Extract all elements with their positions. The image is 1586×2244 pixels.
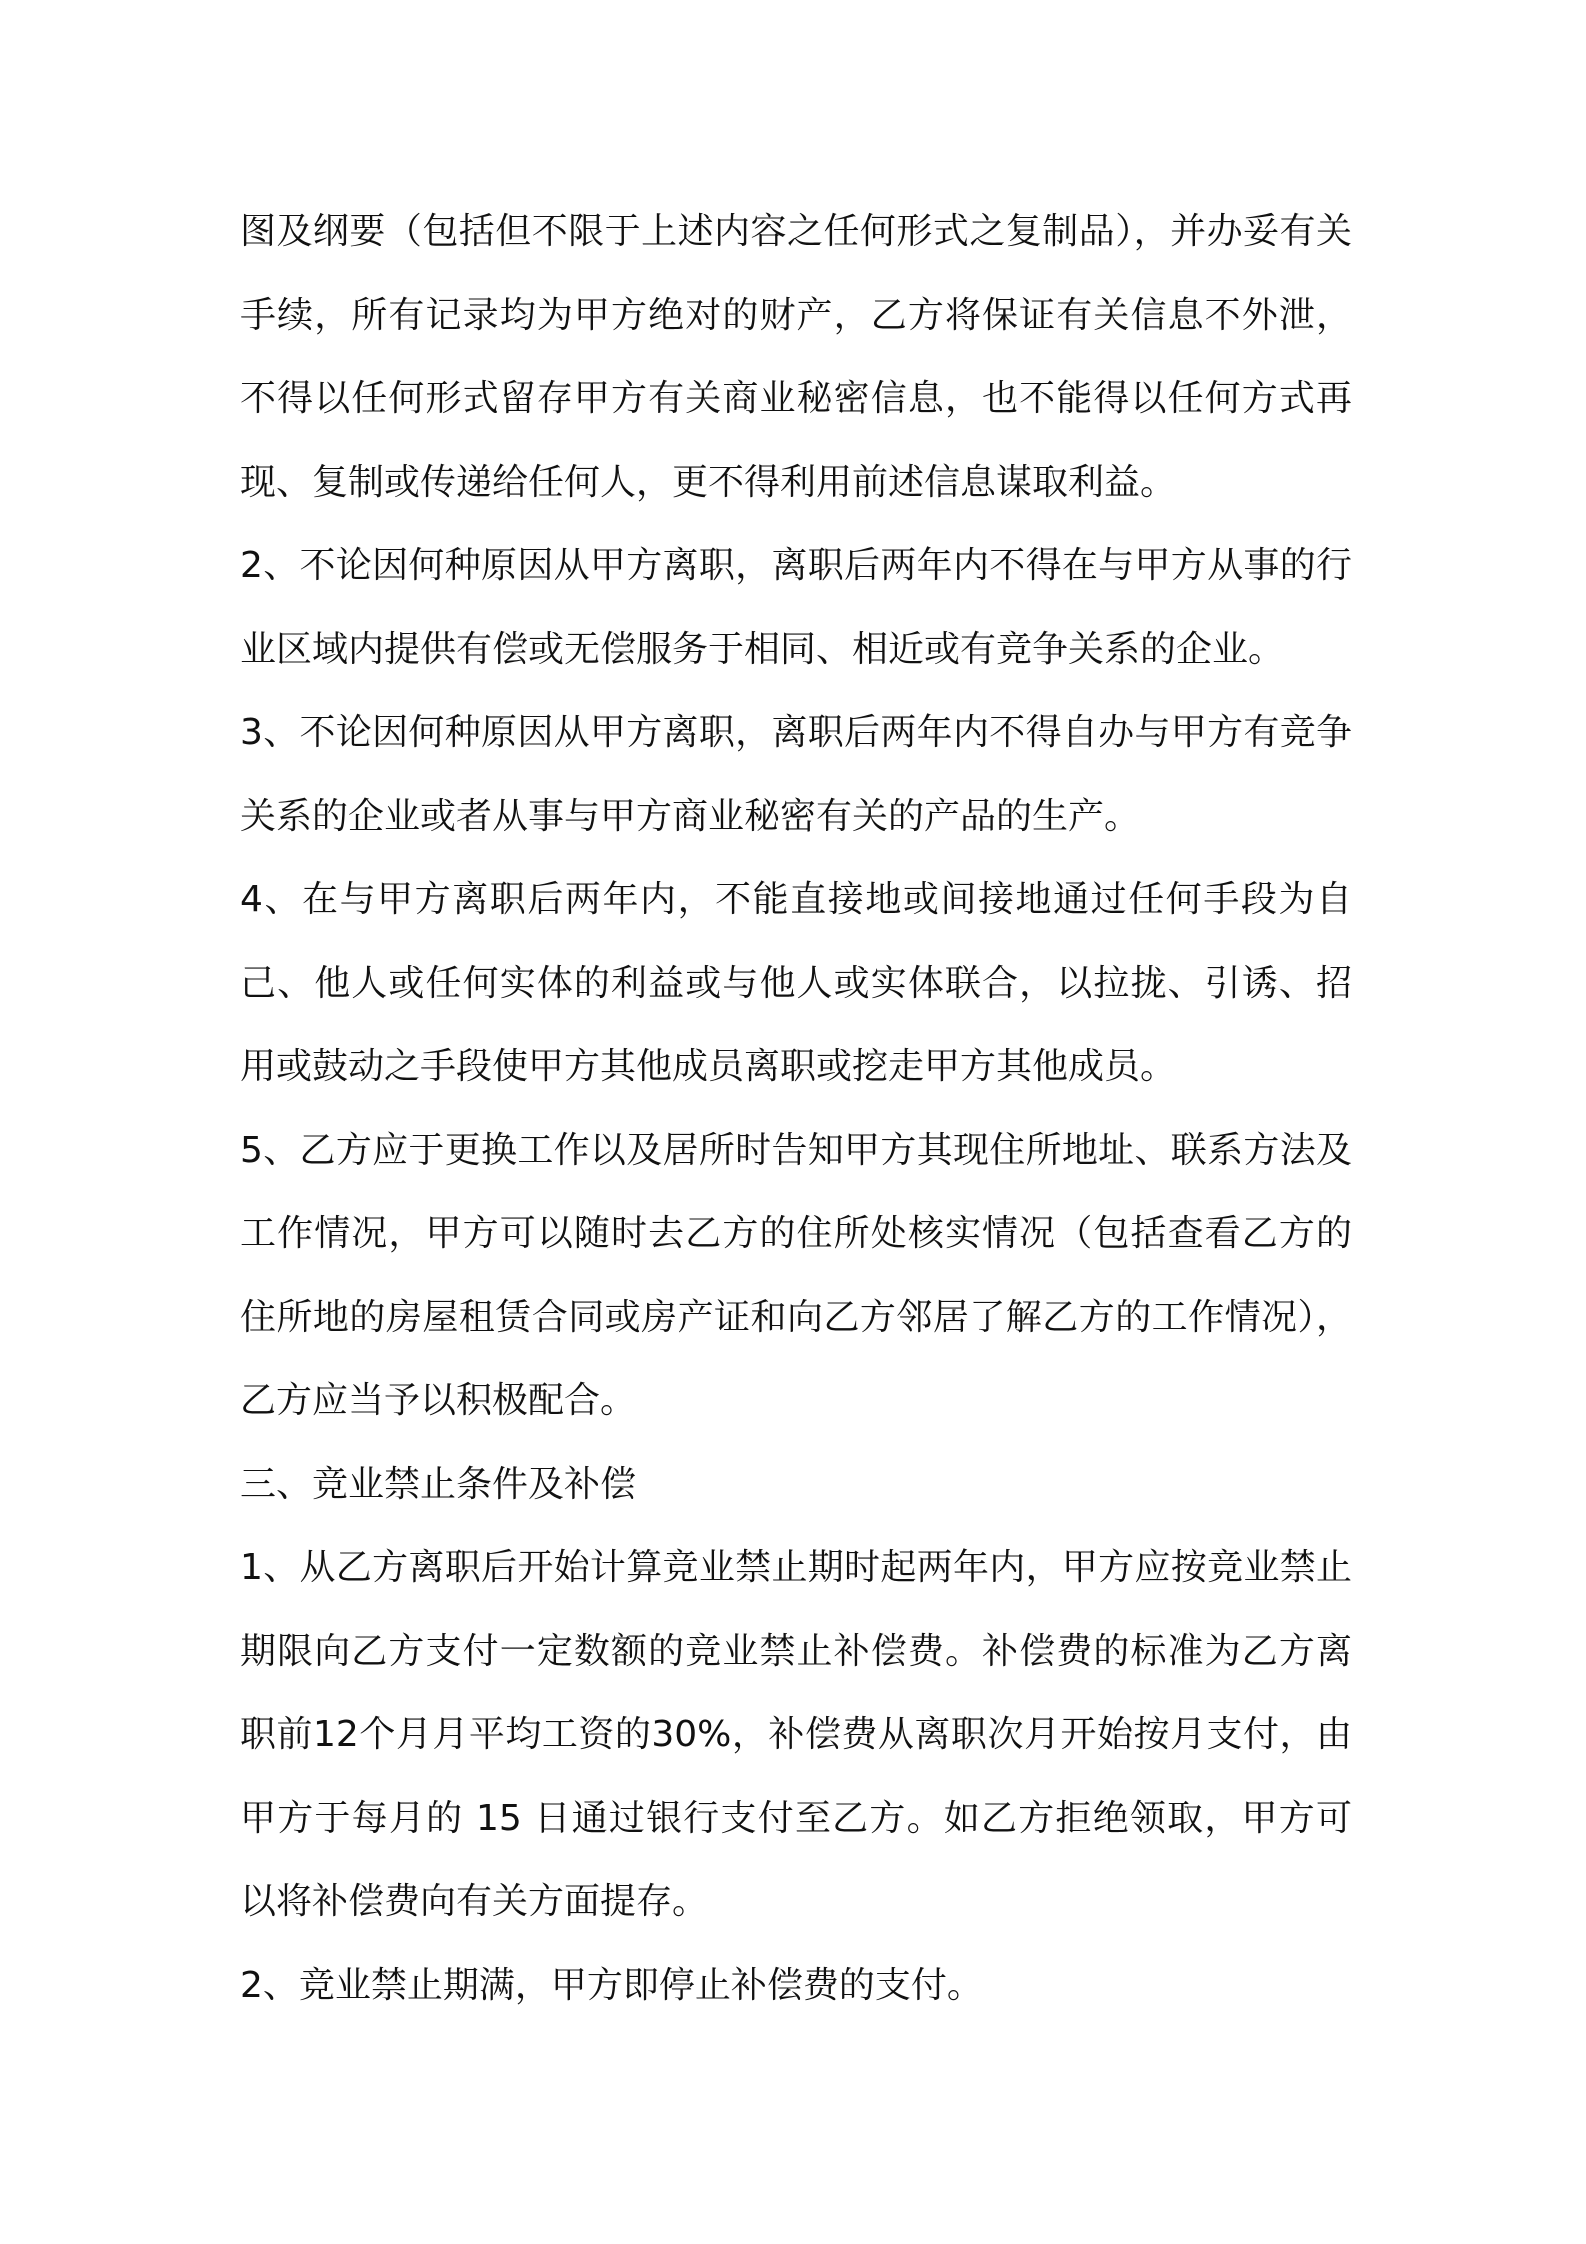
paragraph-clause-2: 2、不论因何种原因从甲方离职，离职后两年内不得在与甲方从事的行业区域内提供有偿或无偿服务于相同、相近或有竞争关系的企业。 [240, 545, 1352, 670]
document-body [240, 190, 1352, 2027]
paragraph-clause-5: 5、乙方应于更换工作以及居所时告知甲方其现住所地址、联系方法及工作情况，甲方可以随时去乙方的住所处核实情况（包括查看乙方的住所地的房屋租赁合同或房产证和向乙方邻居了解乙方的工作情况），乙方应当予以积极配合。 [240, 1129, 1352, 1421]
paragraph-section-3-clause-1: 1、从乙方离职后开始计算竞业禁止期时起两年内，甲方应按竞业禁止期限向乙方支付一定数额的竞业禁止补偿费。补偿费的标准为乙方离职前12个月月平均工资的30%，补偿费从离职次月开始按月支付，由甲方于每月的 15 日通过银行支付至乙方。如乙方拒绝领取，甲方可以将补偿费向有关方面提存。 [240, 1547, 1352, 1922]
paragraph-clause-3: 3、不论因何种原因从甲方离职，离职后两年内不得自办与甲方有竞争关系的企业或者从事与甲方商业秘密有关的产品的生产。 [240, 712, 1352, 837]
paragraph-section-3-clause-2: 2、竞业禁止期满，甲方即停止补偿费的支付。 [240, 1964, 983, 2006]
section-heading-3: 三、竞业禁止条件及补偿 [240, 1463, 637, 1505]
paragraph-clause-4: 4、在与甲方离职后两年内，不能直接地或间接地通过任何手段为自己、他人或任何实体的利益或与他人或实体联合，以拉拢、引诱、招用或鼓动之手段使甲方其他成员离职或挖走甲方其他成员。 [240, 879, 1352, 1087]
paragraph-continued-clause: 图及纲要（包括但不限于上述内容之任何形式之复制品），并办妥有关手续，所有记录均为甲方绝对的财产，乙方将保证有关信息不外泄，不得以任何形式留存甲方有关商业秘密信息，也不能得以任何方式再现、复制或传递给任何人，更不得利用前述信息谋取利益。 [240, 211, 1352, 503]
